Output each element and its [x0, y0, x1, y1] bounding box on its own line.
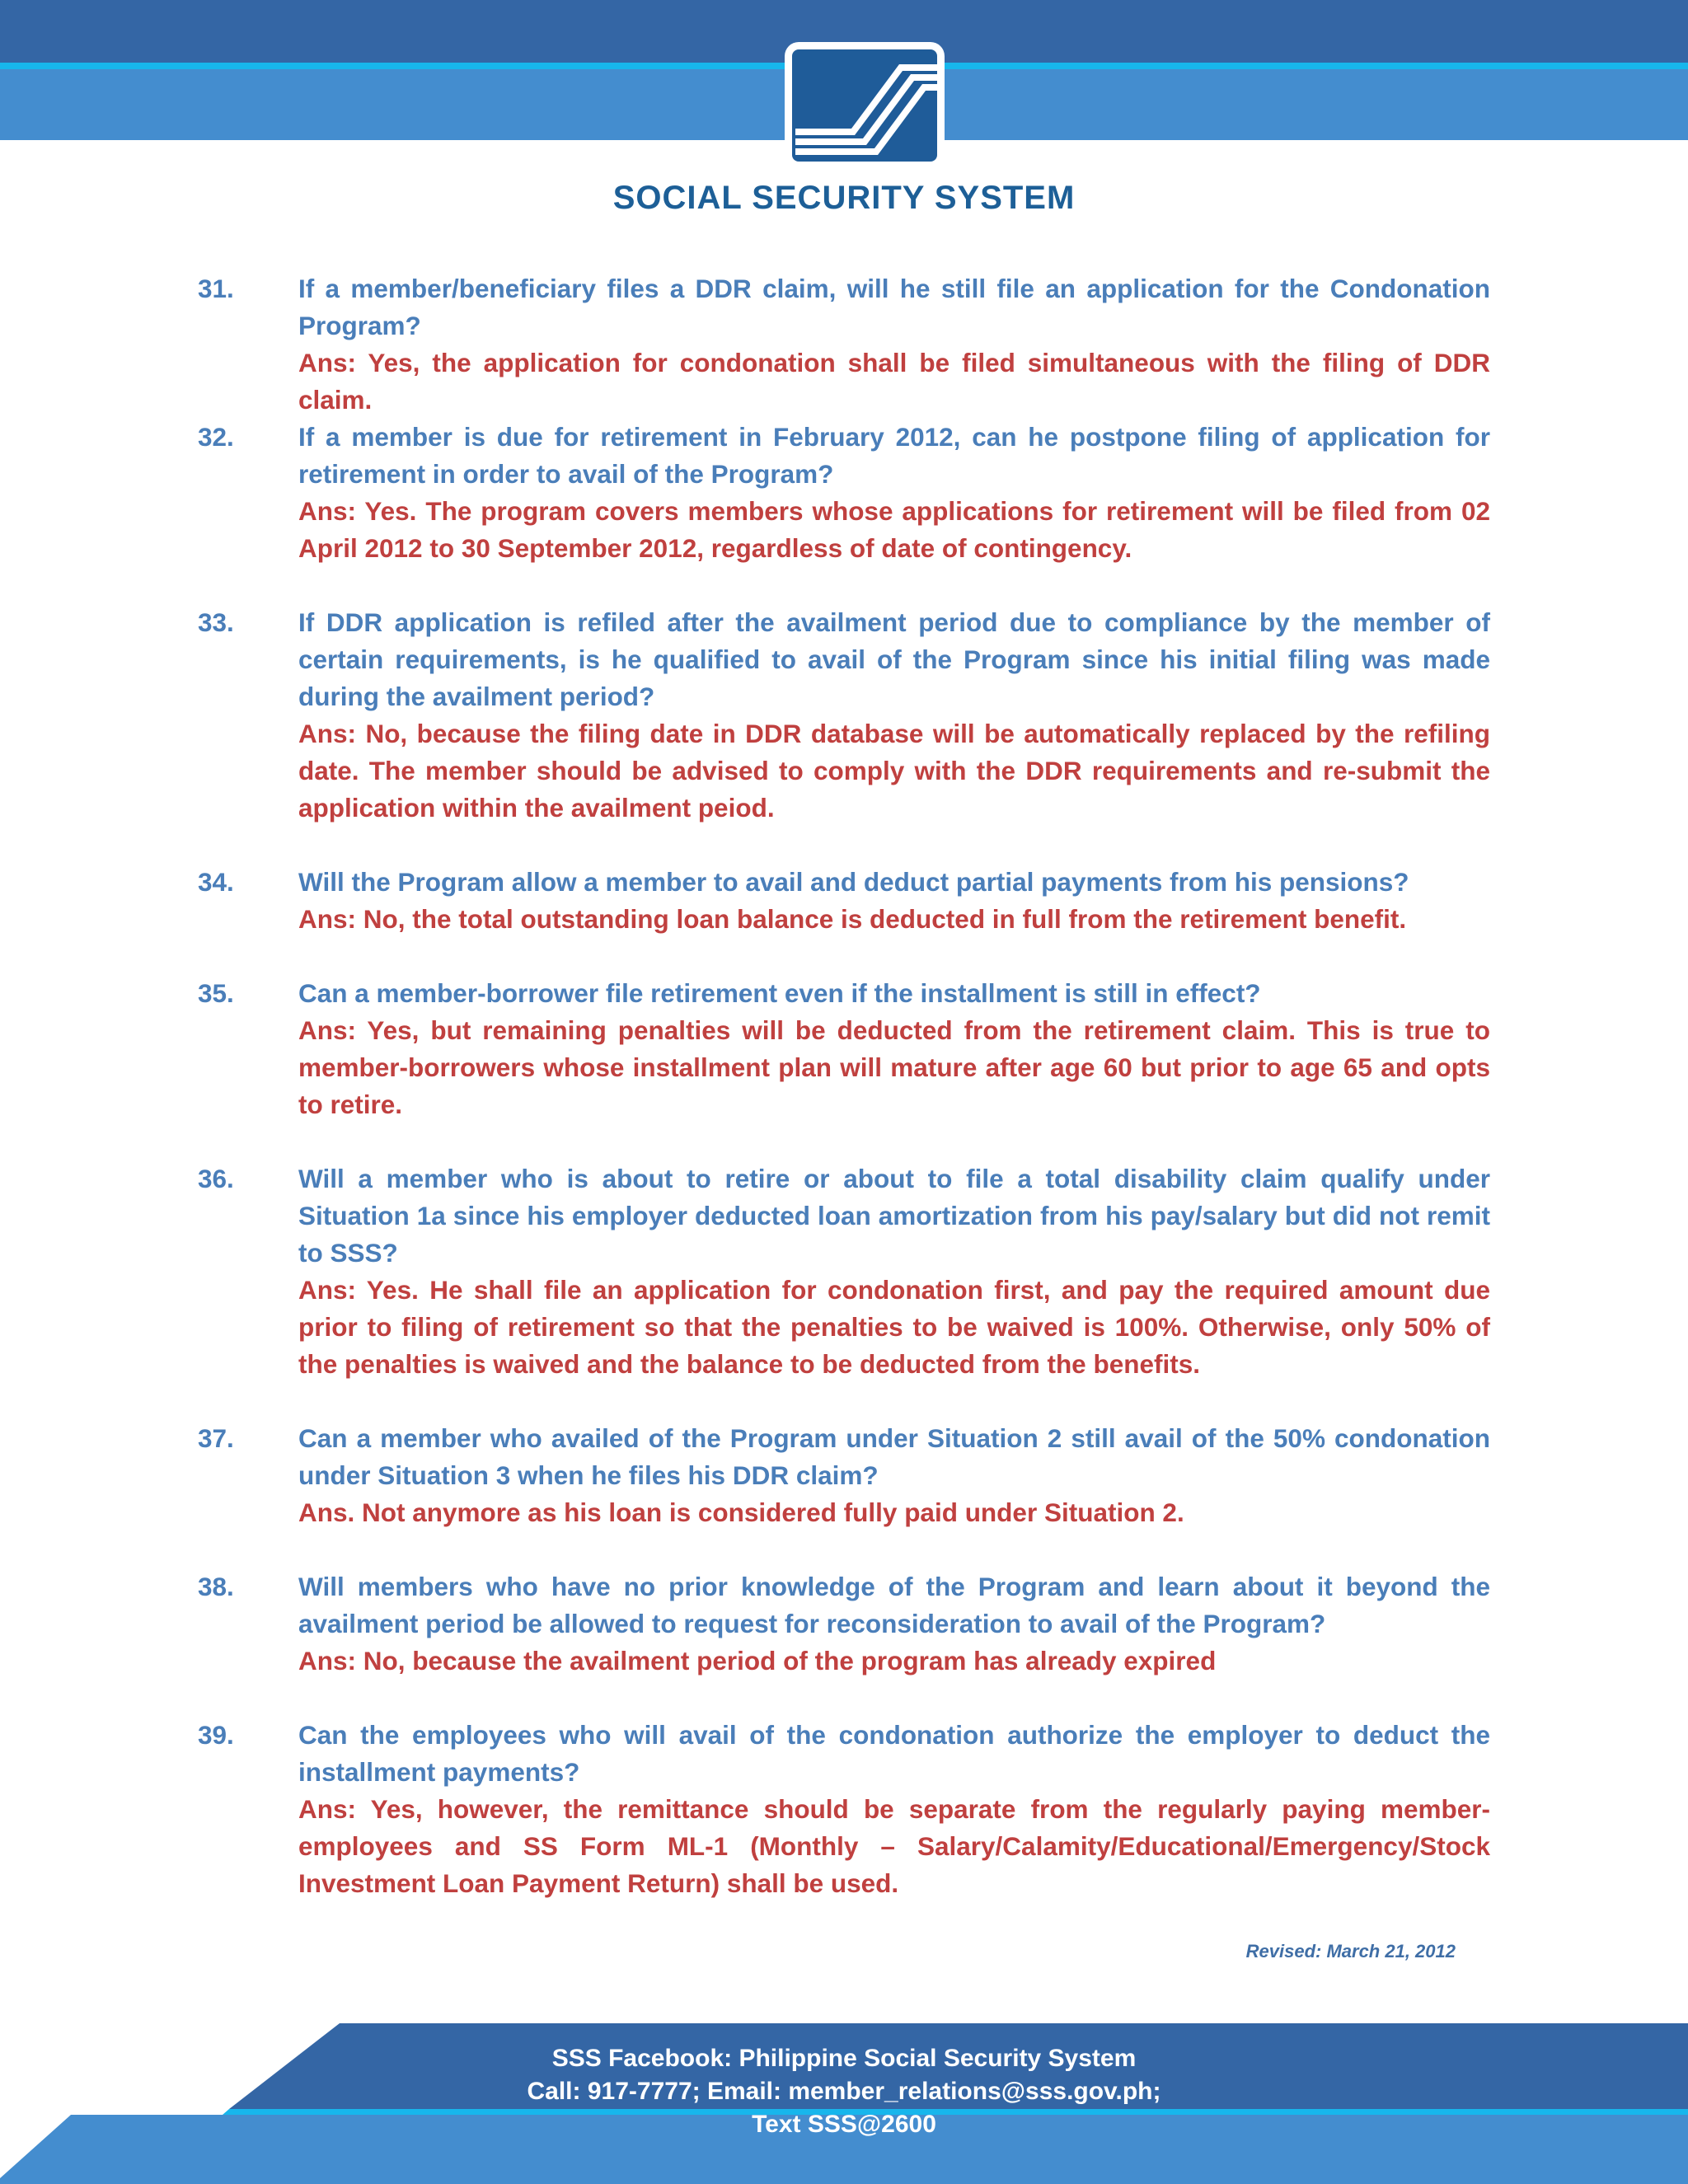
qa-item [198, 419, 1490, 567]
footer-call-email: Call: 917-7777; Email: member_relations@sss.gov.ph; [527, 2078, 1161, 2105]
question-number: 31. [198, 274, 234, 303]
footer-contact [0, 2042, 1688, 2141]
qa-list [198, 270, 1490, 1902]
question-text: Can a member who availed of the Program under Situation 2 still avail of the 50% condonation under Situation 3 when he files his DDR claim? [298, 1423, 1490, 1490]
question-text: Will members who have no prior knowledge of the Program and learn about it beyond the availment period be allowed to request for reconsideration to avail of the Program? [298, 1572, 1490, 1638]
question-number: 34. [198, 867, 234, 897]
question-text: Can a member-borrower file retirement even if the installment is still in effect? [298, 978, 1261, 1008]
qa-item [198, 975, 1490, 1123]
answer-text: Ans. Not anymore as his loan is considered fully paid under Situation 2. [298, 1497, 1184, 1527]
qa-item [198, 864, 1490, 938]
answer-text: Ans: No, because the availment period of the program has already expired [298, 1646, 1217, 1675]
question-text: Can the employees who will avail of the condonation authorize the employer to deduct the installment payments? [298, 1720, 1490, 1787]
question-number: 37. [198, 1423, 234, 1453]
qa-item [198, 1420, 1490, 1531]
sss-logo-icon [792, 49, 937, 162]
answer-text: Ans: Yes. He shall file an application for condonation first, and pay the required amount due prior to filing of retirement so that the penalties to be waived is 100%. Otherwise, only 50% of the penalties is waived and the balance to be deducted from the benefits. [298, 1275, 1490, 1379]
qa-item [198, 270, 1490, 419]
question-text: If a member/beneficiary files a DDR claim, will he still file an application for the Condonation Program? [298, 274, 1490, 340]
org-title: SOCIAL SECURITY SYSTEM [612, 180, 1076, 216]
question-text: If a member is due for retirement in February 2012, can he postpone filing of application for retirement in order to avail of the Program? [298, 422, 1490, 489]
question-text: If DDR application is refiled after the availment period due to compliance by the member of certain requirements, is he qualified to avail of the Program since his initial filing was made during the availment period? [298, 607, 1490, 711]
qa-item [198, 1568, 1490, 1680]
answer-text: Ans: Yes, but remaining penalties will be deducted from the retirement claim. This is true to member-borrowers whose installment plan will mature after age 60 but prior to age 65 and opts to retire. [298, 1015, 1490, 1119]
answer-text: Ans: Yes. The program covers members whose applications for retirement will be filed from 02 April 2012 to 30 September 2012, regardless of date of contingency. [298, 496, 1490, 563]
qa-item [198, 604, 1490, 827]
footer-text-sms: Text SSS@2600 [752, 2111, 936, 2138]
answer-text: Ans: No, because the filing date in DDR database will be automatically replaced by the refiling date. The member should be advised to comply with the DDR requirements and re-submit the application within the availment peiod. [298, 719, 1490, 823]
answer-text: Ans: No, the total outstanding loan balance is deducted in full from the retirement benefit. [298, 904, 1407, 934]
question-text: Will a member who is about to retire or about to file a total disability claim qualify under Situation 1a since his employer deducted loan amortization from his pay/salary but did not remit to SSS? [298, 1164, 1490, 1268]
sss-logo [787, 45, 942, 166]
answer-text: Ans: Yes, however, the remittance should be separate from the regularly paying member-employees and SS Form ML-1 (Monthly – Salary/Calamity/Educational/Emergency/Stock Investment Loan Payment Return) shall be used. [298, 1794, 1490, 1898]
question-number: 38. [198, 1572, 234, 1601]
footer-facebook: SSS Facebook: Philippine Social Security System [551, 2045, 1137, 2072]
question-number: 39. [198, 1720, 234, 1750]
answer-text: Ans: Yes, the application for condonation shall be filed simultaneous with the filing of DDR claim. [298, 348, 1490, 415]
question-text: Will the Program allow a member to avail and deduct partial payments from his pensions? [298, 867, 1409, 897]
qa-item [198, 1717, 1490, 1902]
question-number: 35. [198, 978, 234, 1008]
question-number: 32. [198, 422, 234, 452]
revised-date: Revised: March 21, 2012 [1245, 1941, 1456, 1961]
question-number: 33. [198, 607, 234, 637]
question-number: 36. [198, 1164, 234, 1193]
qa-item [198, 1160, 1490, 1383]
